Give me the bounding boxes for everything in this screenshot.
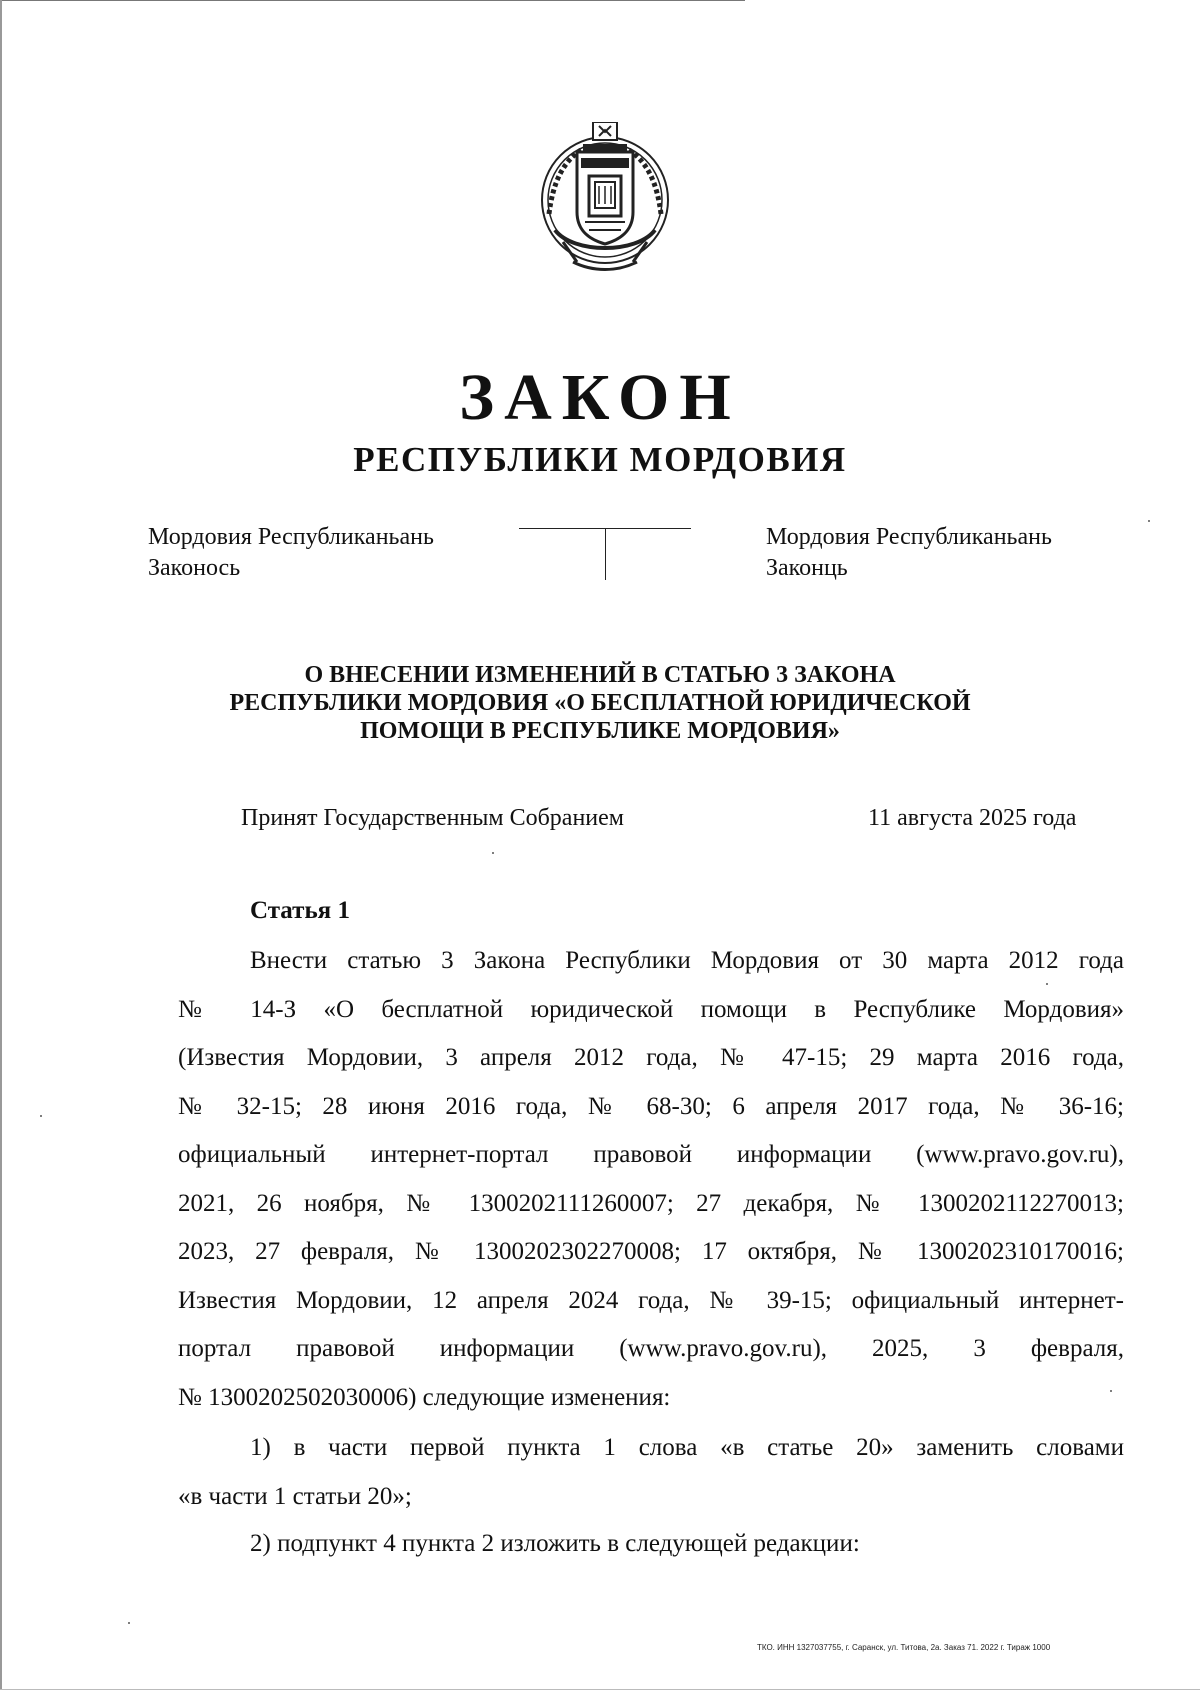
body-line: 2021, 26 ноября, № 1300202111260007; 27 декабря, № 1300202112270013; [178, 1189, 1124, 1217]
body-line: портал правовой информации (www.pravo.gov.ru), 2025, 3 февраля, [178, 1335, 1124, 1362]
law-heading-line2: РЕСПУБЛИКИ МОРДОВИЯ «О БЕСПЛАТНОЙ ЮРИДИЧЕСКОЙ [229, 690, 971, 716]
adoption-label: Принят Государственным Собранием [241, 805, 624, 831]
amendment-item-1-line2: «в части 1 статьи 20»; [178, 1482, 412, 1510]
document-subtitle: РЕСПУБЛИКИ МОРДОВИЯ [353, 440, 847, 479]
amendment-item-1-line1: 1) в части первой пункта 1 слова «в статье 20» заменить словами [250, 1434, 1124, 1461]
scan-speck [1110, 1390, 1112, 1392]
document-title: ЗАКОН [459, 361, 741, 434]
scan-speck [1046, 983, 1048, 985]
article-title: Статья 1 [250, 897, 350, 924]
adoption-date: 11 августа 2025 года [868, 805, 1077, 831]
moksha-title-block [148, 522, 434, 584]
amendment-item-1 [178, 1424, 1124, 1521]
body-line: 2023, 27 февраля, № 1300202302270008; 17 октября, № 1300202310170016; [178, 1238, 1124, 1265]
article-body [178, 937, 1124, 1422]
body-line: официальный интернет-портал правовой информации (www.pravo.gov.ru), [178, 1141, 1124, 1168]
scan-edge-left [0, 0, 2, 1690]
law-heading-line1: О ВНЕСЕНИИ ИЗМЕНЕНИЙ В СТАТЬЮ 3 ЗАКОНА [304, 662, 896, 688]
amendment-item-2: 2) подпункт 4 пункта 2 изложить в следующей редакции: [250, 1530, 860, 1557]
erzya-title-block [766, 522, 1052, 584]
scan-speck [1148, 520, 1150, 522]
print-imprint: ТКО. ИНН 1327037755, г. Саранск, ул. Титова, 2а. Заказ 71. 2022 г. Тираж 1000 [757, 1643, 1051, 1652]
body-line: № 1300202502030006) следующие изменения: [178, 1383, 671, 1411]
body-line: № 32-15; 28 июня 2016 года, № 68-30; 6 апреля 2017 года, № 36-16; [178, 1092, 1124, 1120]
scan-speck [128, 1622, 130, 1624]
moksha-title-line2: Законось [148, 555, 241, 581]
scan-speck [40, 1115, 42, 1117]
scan-edge-top [0, 0, 745, 1]
law-heading [0, 661, 1200, 745]
body-line: № 14-З «О бесплатной юридической помощи в Республике Мордовия» [178, 995, 1124, 1023]
body-line: Внести статью 3 Закона Республики Мордовия от 30 марта 2012 года [250, 947, 1124, 974]
erzya-title-line2: Законць [766, 555, 848, 581]
body-line: (Известия Мордовии, 3 апреля 2012 года, № 47-15; 29 марта 2016 года, [178, 1044, 1124, 1071]
law-heading-line3: ПОМОЩИ В РЕСПУБЛИКЕ МОРДОВИЯ» [360, 718, 840, 744]
coat-of-arms-icon [533, 122, 677, 274]
registration-corner-tick [605, 528, 606, 580]
body-line: Известия Мордовии, 12 апреля 2024 года, № 39-15; официальный интернет- [178, 1286, 1124, 1314]
erzya-title-line1: Мордовия Республиканьань [766, 524, 1052, 550]
moksha-title-line1: Мордовия Республиканьань [148, 524, 434, 550]
scan-speck [492, 852, 494, 854]
